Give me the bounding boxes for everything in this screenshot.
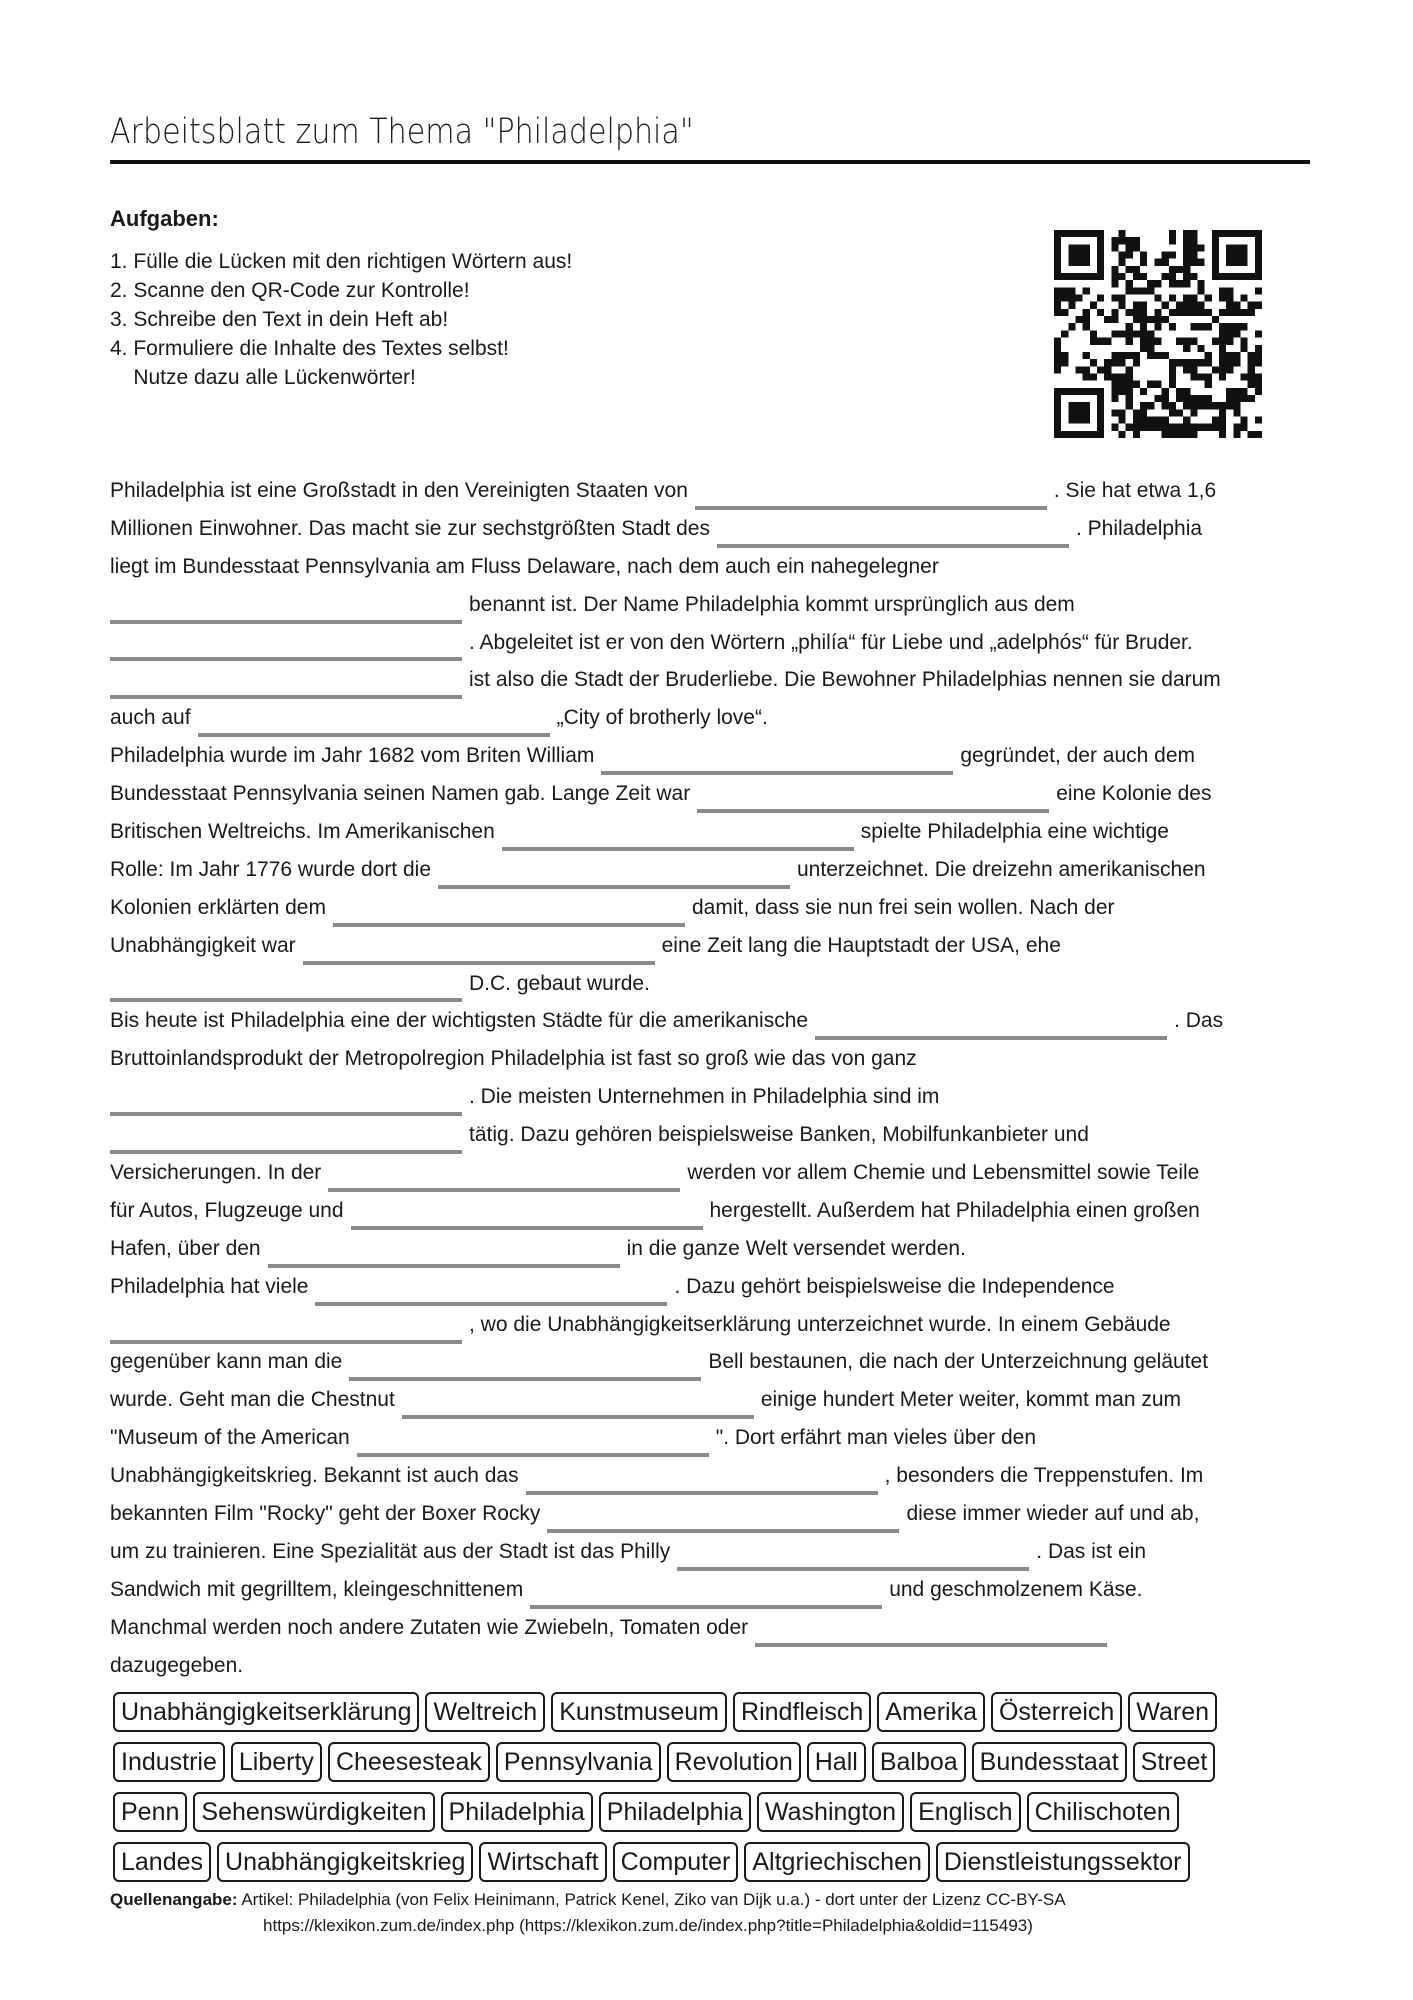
- text-line: [110, 1116, 1320, 1154]
- text-line: [110, 699, 1320, 737]
- text-segment: Bruttoinlandsprodukt der Metropolregion Philadelphia ist fast so groß wie das von ganz: [110, 1047, 917, 1071]
- fill-in-blank[interactable]: [110, 1313, 462, 1344]
- task-item: 3. Schreibe den Text in dein Heft ab!: [110, 308, 449, 331]
- text-line: [110, 813, 1320, 851]
- text-segment: . Abgeleitet ist er von den Wörtern „philía“ für Liebe und „adelphós“ für Bruder.: [469, 630, 1193, 654]
- text-segment: hergestellt. Außerdem hat Philadelphia einen großen: [709, 1198, 1200, 1222]
- word-chip: Bundesstaat: [972, 1742, 1127, 1782]
- word-chip: Kunstmuseum: [551, 1692, 727, 1732]
- fill-in-blank[interactable]: [530, 1578, 882, 1609]
- source-text: Artikel: Philadelphia (von Felix Heinimann, Patrick Kenel, Ziko van Dijk u.a.) - dort unter der Lizenz CC-BY-SA: [237, 1890, 1066, 1909]
- task-list: [110, 247, 572, 392]
- word-chip: Wirtschaft: [479, 1842, 606, 1882]
- text-segment: tätig. Dazu gehören beispielsweise Banken, Mobilfunkanbieter und: [469, 1123, 1089, 1147]
- text-segment: eine Zeit lang die Hauptstadt der USA, ehe: [661, 933, 1061, 957]
- text-line: [110, 510, 1320, 548]
- text-segment: gegründet, der auch dem: [960, 744, 1196, 768]
- fill-in-blank[interactable]: [110, 593, 462, 624]
- word-chip: Industrie: [113, 1742, 225, 1782]
- text-segment: . Das ist ein: [1036, 1539, 1147, 1563]
- word-bank-row: [113, 1842, 1313, 1892]
- word-chip: Sehenswürdigkeiten: [193, 1792, 434, 1832]
- word-bank-row: [113, 1692, 1313, 1742]
- text-segment: werden vor allem Chemie und Lebensmittel sowie Teile: [687, 1161, 1200, 1185]
- word-chip: Chilischoten: [1027, 1792, 1179, 1832]
- text-line: [110, 1040, 1320, 1078]
- word-chip: Unabhängigkeitserklärung: [113, 1692, 419, 1732]
- page-title: Arbeitsblatt zum Thema "Philadelphia": [110, 112, 694, 152]
- text-line: [110, 1381, 1320, 1419]
- fill-in-blank[interactable]: [268, 1237, 620, 1268]
- text-segment: gegenüber kann man die: [110, 1350, 343, 1374]
- text-segment: Britischen Weltreichs. Im Amerikanischen: [110, 820, 495, 844]
- source-citation: [110, 1887, 1310, 1939]
- source-label: Quellenangabe:: [110, 1890, 238, 1909]
- task-item: Nutze dazu alle Lückenwörter!: [110, 366, 416, 389]
- text-line: [110, 775, 1320, 813]
- fill-in-blank[interactable]: [717, 517, 1069, 548]
- tasks-heading: Aufgaben:: [110, 206, 219, 231]
- word-bank-row: [113, 1742, 1313, 1792]
- fill-in-blank[interactable]: [438, 858, 790, 889]
- text-segment: Philadelphia wurde im Jahr 1682 vom Briten William: [110, 744, 595, 768]
- text-segment: auch auf: [110, 706, 191, 730]
- fill-in-blank[interactable]: [351, 1199, 703, 1230]
- fill-in-blank[interactable]: [695, 479, 1047, 510]
- text-segment: für Autos, Flugzeuge und: [110, 1198, 344, 1222]
- fill-in-blank[interactable]: [755, 1616, 1107, 1647]
- text-segment: Kolonien erklärten dem: [110, 895, 326, 919]
- word-chip: Computer: [613, 1842, 739, 1882]
- text-segment: um zu trainieren. Eine Spezialität aus der Stadt ist das Philly: [110, 1539, 671, 1563]
- title-divider: [110, 160, 1310, 164]
- word-chip: Altgriechischen: [744, 1842, 930, 1882]
- word-chip: Englisch: [910, 1792, 1021, 1832]
- fill-in-blank[interactable]: [110, 630, 462, 661]
- fill-in-blank[interactable]: [601, 744, 953, 775]
- text-segment: unterzeichnet. Die dreizehn amerikanischen: [797, 857, 1206, 881]
- fill-in-blank[interactable]: [502, 820, 854, 851]
- text-line: [110, 1419, 1320, 1457]
- fill-in-blank[interactable]: [110, 971, 462, 1002]
- word-chip: Waren: [1128, 1692, 1217, 1732]
- text-segment: Sandwich mit gegrilltem, kleingeschnittenem: [110, 1577, 524, 1601]
- text-segment: Unabhängigkeitskrieg. Bekannt ist auch das: [110, 1464, 519, 1488]
- text-line: [110, 1306, 1320, 1344]
- text-line: [110, 624, 1320, 662]
- word-chip: Philadelphia: [599, 1792, 751, 1832]
- text-segment: bekannten Film "Rocky" geht der Boxer Rocky: [110, 1502, 541, 1526]
- task-item: 2. Scanne den QR-Code zur Kontrolle!: [110, 279, 470, 302]
- text-segment: Bis heute ist Philadelphia eine der wichtigsten Städte für die amerikanische: [110, 1009, 809, 1033]
- fill-in-blank[interactable]: [110, 668, 462, 699]
- text-segment: diese immer wieder auf und ab,: [906, 1502, 1200, 1526]
- word-chip: Amerika: [877, 1692, 985, 1732]
- text-segment: ". Dort erfährt man vieles über den: [715, 1426, 1037, 1450]
- text-line: [110, 1457, 1320, 1495]
- word-chip: Pennsylvania: [496, 1742, 661, 1782]
- fill-in-blank[interactable]: [402, 1388, 754, 1419]
- text-line: [110, 1533, 1320, 1571]
- fill-in-blank[interactable]: [110, 1123, 462, 1154]
- word-chip: Liberty: [231, 1742, 322, 1782]
- text-segment: Bundesstaat Pennsylvania seinen Namen gab. Lange Zeit war: [110, 782, 691, 806]
- text-line: [110, 1647, 1320, 1685]
- word-chip: Landes: [113, 1842, 211, 1882]
- word-chip: Cheesesteak: [328, 1742, 490, 1782]
- text-segment: und geschmolzenem Käse.: [889, 1577, 1143, 1601]
- fill-in-blank[interactable]: [349, 1350, 701, 1381]
- text-line: [110, 1078, 1320, 1116]
- text-line: [110, 1002, 1320, 1040]
- text-line: [110, 1268, 1320, 1306]
- text-segment: . Dazu gehört beispielsweise die Independence: [674, 1274, 1115, 1298]
- text-segment: Unabhängigkeit war: [110, 933, 296, 957]
- fill-in-blank[interactable]: [333, 896, 685, 927]
- text-segment: in die ganze Welt versendet werden.: [626, 1236, 966, 1260]
- text-segment: . Das: [1174, 1009, 1224, 1033]
- fill-in-blank[interactable]: [315, 1275, 667, 1306]
- fill-in-blank[interactable]: [697, 782, 1049, 813]
- text-line: [110, 1571, 1320, 1609]
- text-segment: Hafen, über den: [110, 1236, 261, 1260]
- fill-in-blank[interactable]: [677, 1540, 1029, 1571]
- text-line: [110, 889, 1320, 927]
- text-line: [110, 927, 1320, 965]
- text-segment: . Philadelphia: [1075, 516, 1203, 540]
- text-line: [110, 548, 1320, 586]
- word-chip: Balboa: [872, 1742, 966, 1782]
- text-line: [110, 1343, 1320, 1381]
- text-segment: Philadelphia ist eine Großstadt in den Vereinigten Staaten von: [110, 479, 688, 502]
- text-segment: Philadelphia hat viele: [110, 1274, 309, 1298]
- text-segment: eine Kolonie des: [1056, 782, 1212, 806]
- cloze-text: [110, 472, 1320, 1685]
- word-chip: Revolution: [667, 1742, 801, 1782]
- task-item: 4. Formuliere die Inhalte des Textes selbst!: [110, 337, 509, 360]
- fill-in-blank[interactable]: [547, 1502, 899, 1533]
- word-chip: Penn: [113, 1792, 187, 1832]
- qr-code-icon: [1054, 230, 1262, 438]
- text-segment: „City of brotherly love“.: [556, 706, 768, 730]
- fill-in-blank[interactable]: [526, 1464, 878, 1495]
- text-segment: Millionen Einwohner. Das macht sie zur sechstgrößten Stadt des: [110, 516, 710, 540]
- text-segment: einige hundert Meter weiter, kommt man zum: [760, 1388, 1182, 1412]
- word-chip: Dienstleistungssektor: [936, 1842, 1190, 1882]
- fill-in-blank[interactable]: [328, 1161, 680, 1192]
- text-line: [110, 737, 1320, 775]
- fill-in-blank[interactable]: [198, 706, 550, 737]
- word-chip: Österreich: [991, 1692, 1122, 1732]
- text-segment: Rolle: Im Jahr 1776 wurde dort die: [110, 857, 431, 881]
- word-chip: Weltreich: [425, 1692, 545, 1732]
- word-chip: Washington: [757, 1792, 904, 1832]
- text-line: [110, 1609, 1320, 1647]
- fill-in-blank[interactable]: [303, 934, 655, 965]
- word-chip: Philadelphia: [441, 1792, 593, 1832]
- text-segment: ist also die Stadt der Bruderliebe. Die Bewohner Philadelphias nennen sie darum: [469, 668, 1221, 692]
- word-chip: Rindfleisch: [733, 1692, 871, 1732]
- fill-in-blank[interactable]: [110, 1085, 462, 1116]
- text-line: [110, 965, 1320, 1003]
- fill-in-blank[interactable]: [815, 1009, 1167, 1040]
- text-line: [110, 586, 1320, 624]
- text-line: [110, 661, 1320, 699]
- word-bank: [113, 1692, 1313, 1892]
- text-segment: Versicherungen. In der: [110, 1161, 322, 1185]
- word-bank-row: [113, 1792, 1313, 1842]
- text-line: [110, 1230, 1320, 1268]
- text-line: [110, 472, 1320, 510]
- text-segment: D.C. gebaut wurde.: [469, 971, 650, 995]
- text-line: [110, 1154, 1320, 1192]
- text-segment: "Museum of the American: [110, 1426, 350, 1450]
- word-chip: Unabhängigkeitskrieg: [217, 1842, 473, 1882]
- source-url: https://klexikon.zum.de/index.php (https://klexikon.zum.de/index.php?title=Philadelphia&oldid=115493): [263, 1916, 1033, 1935]
- text-segment: benannt ist. Der Name Philadelphia kommt ursprünglich aus dem: [469, 592, 1075, 616]
- word-chip: Street: [1133, 1742, 1216, 1782]
- text-line: [110, 851, 1320, 889]
- text-segment: spielte Philadelphia eine wichtige: [860, 820, 1169, 844]
- text-segment: , besonders die Treppenstufen. Im: [884, 1464, 1204, 1488]
- text-segment: Bell bestaunen, die nach der Unterzeichnung geläutet: [708, 1350, 1209, 1374]
- text-segment: liegt im Bundesstaat Pennsylvania am Fluss Delaware, nach dem auch ein nahegelegner: [110, 554, 939, 578]
- text-segment: Manchmal werden noch andere Zutaten wie Zwiebeln, Tomaten oder: [110, 1615, 749, 1639]
- fill-in-blank[interactable]: [357, 1426, 709, 1457]
- text-line: [110, 1495, 1320, 1533]
- text-segment: , wo die Unabhängigkeitserklärung unterzeichnet wurde. In einem Gebäude: [469, 1312, 1171, 1336]
- text-line: [110, 1192, 1320, 1230]
- text-segment: . Die meisten Unternehmen in Philadelphia sind im: [469, 1085, 940, 1109]
- text-segment: damit, dass sie nun frei sein wollen. Nach der: [691, 895, 1115, 919]
- task-item: 1. Fülle die Lücken mit den richtigen Wörtern aus!: [110, 250, 573, 273]
- text-segment: dazugegeben.: [110, 1653, 244, 1677]
- word-chip: Hall: [807, 1742, 866, 1782]
- text-segment: . Sie hat etwa 1,6: [1053, 479, 1217, 502]
- text-segment: wurde. Geht man die Chestnut: [110, 1388, 395, 1412]
